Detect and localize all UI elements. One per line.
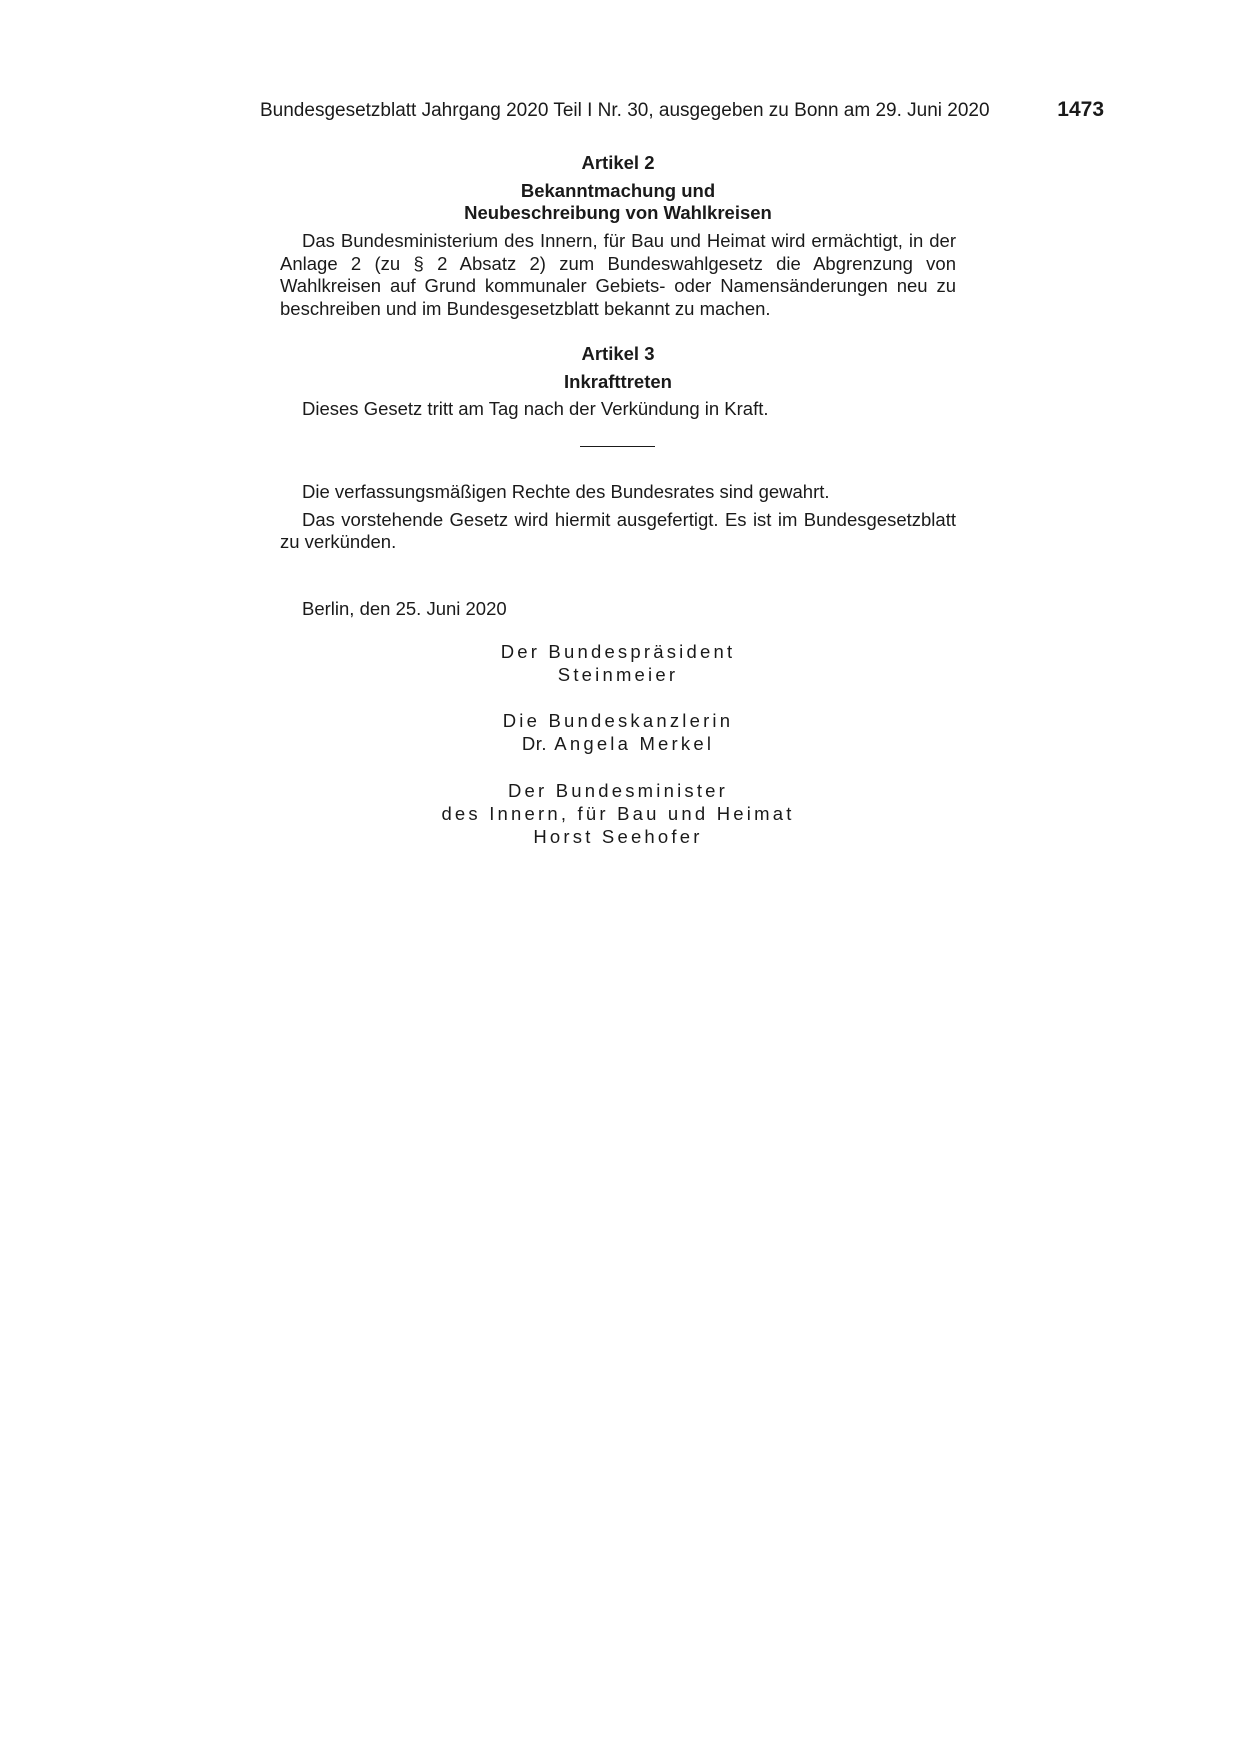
article-2-title-line2: Neubeschreibung von Wahlkreisen (464, 202, 772, 223)
article-2 (280, 152, 956, 320)
header-title: Bundesgesetzblatt Jahrgang 2020 Teil I Nr. 30, ausgegeben zu Bonn am 29. Juni 2020 (260, 100, 990, 121)
page-header (260, 98, 1104, 126)
place-date: Berlin, den 25. Juni 2020 (302, 598, 507, 619)
signature-minister (280, 779, 956, 848)
separator-rule (580, 446, 655, 447)
article-3-title: Inkrafttreten (564, 371, 672, 392)
president-title: Der Bundespräsident (500, 641, 736, 662)
chancellor-name: Angela Merkel (554, 733, 715, 754)
chancellor-prefix: Dr. (521, 733, 547, 754)
closing-para-2: Das vorstehende Gesetz wird hiermit ausgefertigt. Es ist im Bundesgesetzblatt zu verkünden. (280, 508, 956, 552)
minister-title-line1: Der Bundesminister (507, 780, 729, 801)
closing-para-1: Die verfassungsmäßigen Rechte des Bundesrates sind gewahrt. (302, 481, 830, 502)
place-date-block (280, 598, 956, 621)
article-3-number: Artikel 3 (581, 343, 655, 364)
president-name: Steinmeier (557, 664, 679, 685)
chancellor-name-line (280, 732, 956, 755)
minister-name: Horst Seehofer (533, 826, 703, 847)
signature-president (280, 640, 956, 686)
chancellor-title: Die Bundeskanzlerin (502, 710, 734, 731)
signature-chancellor (280, 709, 956, 755)
article-3 (280, 343, 956, 421)
minister-title-line2: des Innern, für Bau und Heimat (441, 803, 795, 824)
article-2-text: Das Bundesministerium des Innern, für Bau und Heimat wird ermächtigt, in der Anlage 2 (zu § 2 Absatz 2) zum Bundeswahlgesetz die Abgrenzung von Wahlkreisen auf Grund kommunaler Gebiets- oder Namensänderungen neu zu beschreiben und im Bundesgesetzblatt bekannt zu machen. (280, 230, 956, 319)
page-number: 1473 (1057, 98, 1104, 121)
article-2-number: Artikel 2 (581, 152, 655, 173)
article-2-title-line1: Bekanntmachung und (520, 180, 716, 201)
article-3-text: Dieses Gesetz tritt am Tag nach der Verkündung in Kraft. (302, 398, 769, 419)
closing-formula (280, 481, 956, 554)
